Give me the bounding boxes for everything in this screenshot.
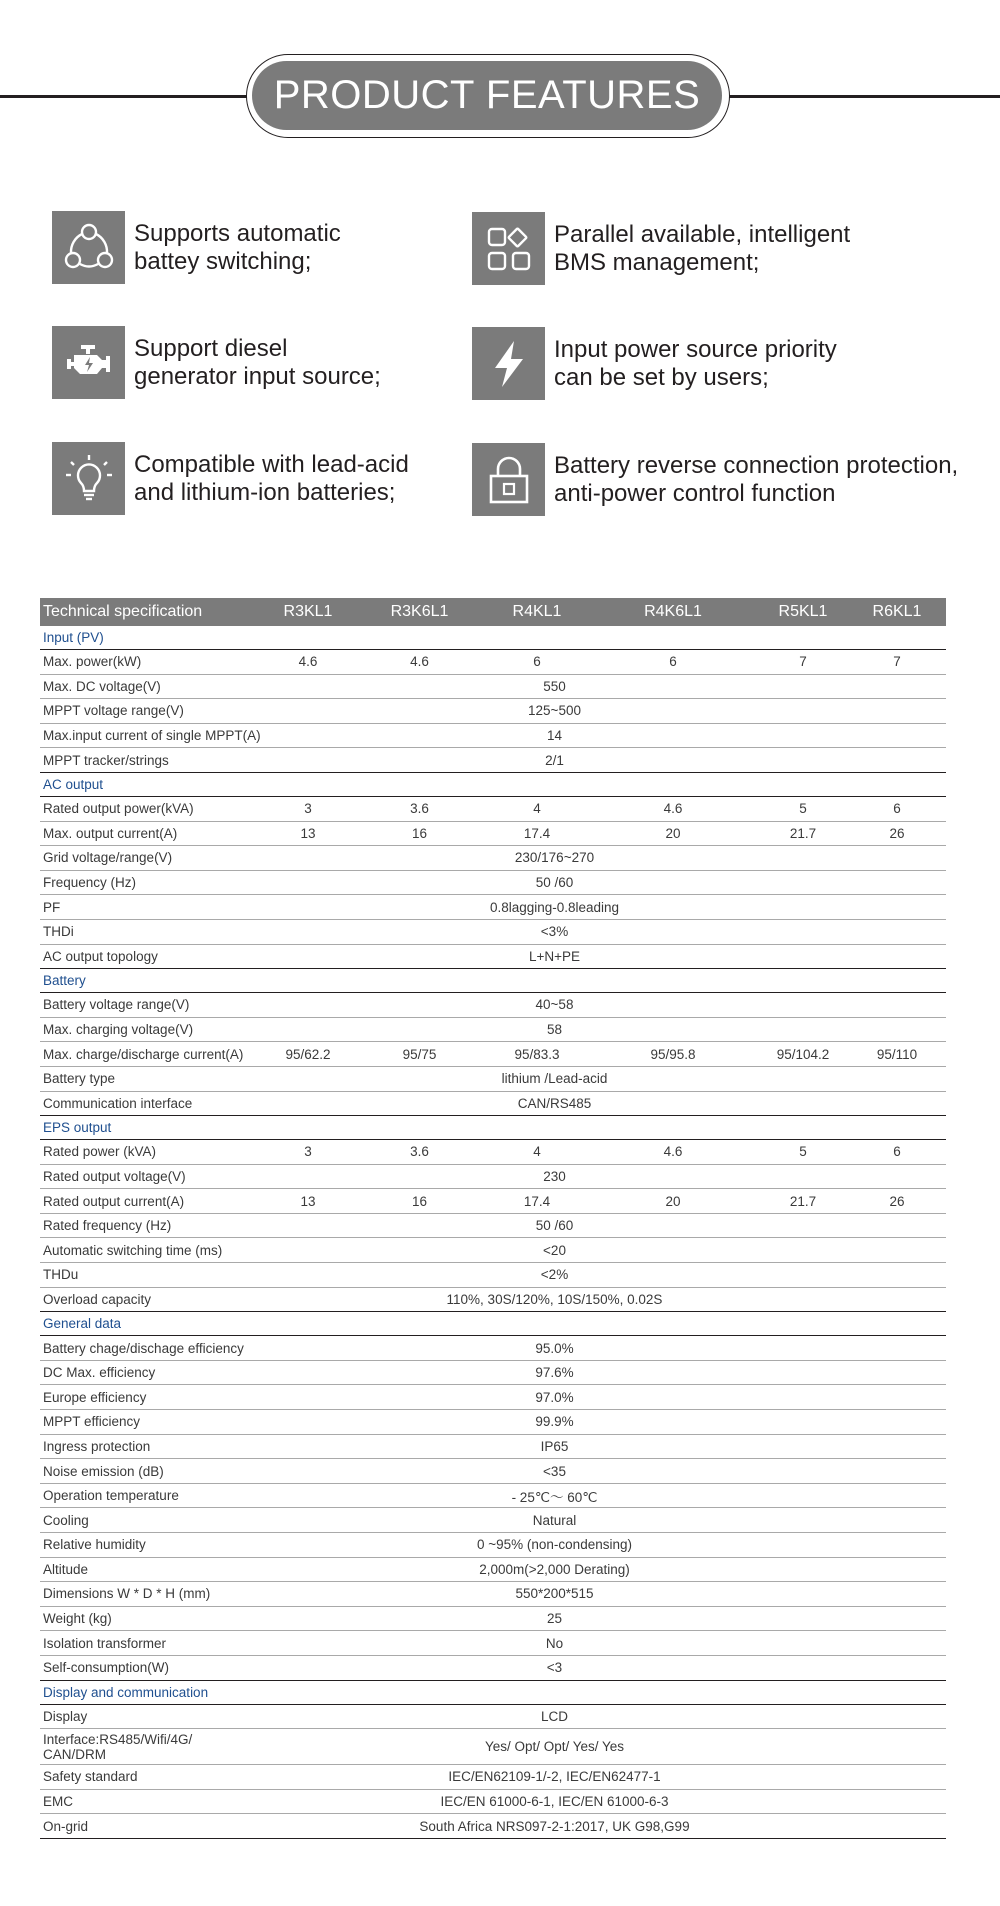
spec-value-merged: 97.0% [535,1389,574,1405]
spec-value-cell: 5 [799,1144,807,1160]
spec-row-label: Communication interface [43,1095,193,1111]
spec-value-cell: 3.6 [410,801,429,817]
spec-row [40,650,946,675]
spec-value-cell: 6 [533,654,541,670]
spec-value-cell: 4.6 [663,1144,683,1160]
spec-value-merged: <3 [546,1660,563,1676]
spec-value-merged: LCD [540,1708,568,1724]
feature-text: Parallel available, intelligent BMS management; [554,220,851,276]
feature-battery-compatibility [52,442,409,515]
spec-row [40,1607,946,1632]
spec-value-cell: 13 [300,825,316,841]
spec-row [40,920,946,945]
spec-row-label: PF [43,899,61,915]
spec-value-merged: No [545,1635,564,1651]
spec-row-label: Rated frequency (Hz) [43,1218,172,1234]
spec-row [40,1729,946,1765]
spec-row [40,797,946,822]
feature-text: Compatible with lead-acid and lithium-ion batteries; [134,450,409,506]
feature-text: Support diesel generator input source; [134,334,381,390]
spec-row [40,1705,946,1730]
spec-value-merged: 110%, 30S/120%, 10S/150%, 0.02S [446,1291,663,1307]
spec-value-merged: - 25℃～ 60℃ [511,1489,598,1505]
spec-row-label: Isolation transformer [43,1635,167,1651]
spec-row-label: Frequency (Hz) [43,875,137,891]
spec-value-merged: 2/1 [545,752,564,768]
spec-row-label: AC output topology [43,948,158,964]
spec-value-merged: 2,000m(>2,000 Derating) [479,1561,630,1577]
spec-row-label: Grid voltage/range(V) [43,850,173,866]
spec-value-merged: 58 [546,1022,563,1038]
spec-value-merged: Yes/ Opt/ Opt/ Yes/ Yes [484,1739,625,1755]
spec-row-label: Rated output voltage(V) [43,1168,186,1184]
spec-value-merged: <35 [543,1463,566,1479]
spec-row-label: Ingress protection [43,1438,151,1454]
spec-row [40,1459,946,1484]
spec-value-merged: <3% [540,924,569,940]
spec-row [40,846,946,871]
spec-row-label: Cooling [43,1512,89,1528]
spec-value-merged: 14 [546,728,563,744]
spec-value-cell: 6 [893,1144,901,1160]
spec-value-merged: CAN/RS485 [517,1095,592,1111]
spec-value-cell: 17.4 [523,1193,551,1209]
spec-value-cell: 6 [893,801,901,817]
spec-row [40,1189,946,1214]
spec-value-cell: 3 [304,801,312,817]
spec-value-merged: Natural [532,1512,577,1528]
spec-section-heading: Input (PV) [40,626,946,650]
spec-value-cell: 3.6 [410,1144,429,1160]
spec-value-cell: 7 [799,654,807,670]
spec-value-cell: 4 [533,1144,541,1160]
spec-row-label: Max. DC voltage(V) [43,678,161,694]
spec-row [40,1631,946,1656]
spec-value-cell: 26 [889,1193,905,1209]
spec-row [40,1018,946,1043]
engine-icon [52,326,125,399]
spec-row-label: Dimensions W * D * H (mm) [43,1586,211,1602]
spec-value-merged: L+N+PE [528,948,581,964]
spec-value-merged: 97.6% [535,1365,574,1381]
spec-value-merged: 99.9% [535,1414,574,1430]
spec-value-cell: 95/104.2 [776,1046,830,1062]
spec-row-label: Interface:RS485/Wifi/4G/ CAN/DRM [43,1731,193,1762]
spec-section-heading: Display and communication [40,1681,946,1705]
spec-row [40,1092,946,1117]
spec-row-label: THDi [43,924,74,940]
spec-row [40,1484,946,1509]
spec-row [40,1067,946,1092]
spec-row-label: Weight (kg) [43,1611,112,1627]
spec-value-merged: 550*200*515 [515,1586,594,1602]
spec-row [40,945,946,970]
spec-row [40,822,946,847]
spec-row-label: Display [43,1708,88,1724]
spec-row-label: Max. charge/discharge current(A) [43,1046,244,1062]
spec-row [40,1410,946,1435]
spec-value-cell: 13 [300,1193,316,1209]
spec-value-cell: 6 [669,654,677,670]
spec-value-merged: 40~58 [535,997,574,1013]
spec-value-merged: 50 /60 [535,875,574,891]
lightning-bolt-icon [472,327,545,400]
spec-value-merged: 95.0% [535,1340,574,1356]
spec-row [40,1558,946,1583]
spec-value-merged: 0 ~95% (non-condensing) [477,1537,632,1553]
model-header: R5KL1 [778,603,828,620]
spec-value-merged: IEC/EN 61000-6-1, IEC/EN 61000-6-3 [440,1794,669,1810]
spec-row-label: Noise emission (dB) [43,1463,164,1479]
spec-value-merged: 0.8lagging-0.8leading [489,899,620,915]
feature-text: Supports automatic battey switching; [134,219,341,275]
modules-grid-icon [472,212,545,285]
spec-value-cell: 21.7 [789,1193,817,1209]
light-bulb-icon [52,442,125,515]
spec-row [40,1214,946,1239]
spec-row [40,1765,946,1790]
spec-row [40,1140,946,1165]
spec-row [40,1263,946,1288]
spec-value-cell: 4 [533,801,541,817]
feature-text: Input power source priority can be set by users; [554,335,837,391]
spec-row-label: DC Max. efficiency [43,1365,156,1381]
spec-row-label: Battery voltage range(V) [43,997,190,1013]
spec-row [40,1385,946,1410]
feature-parallel-bms [472,212,850,285]
spec-value-cell: 95/110 [876,1046,918,1062]
spec-row-label: Max.input current of single MPPT(A) [43,728,261,744]
spec-value-cell: 95/75 [402,1046,437,1062]
spec-value-cell: 20 [665,1193,681,1209]
spec-row [40,1656,946,1681]
spec-row [40,1288,946,1313]
spec-value-merged: 550 [543,678,566,694]
spec-row [40,1336,946,1361]
spec-table-header [40,598,946,626]
spec-value-cell: 26 [889,825,905,841]
spec-row-label: Rated output current(A) [43,1193,185,1209]
spec-section-heading: EPS output [40,1116,946,1140]
spec-value-merged: <20 [543,1242,566,1258]
model-header: R4KL1 [512,603,562,620]
spec-row [40,699,946,724]
spec-value-cell: 95/95.8 [650,1046,696,1062]
spec-value-cell: 95/83.3 [514,1046,560,1062]
spec-row-label: Automatic switching time (ms) [43,1242,223,1258]
spec-row-label: On-grid [43,1818,89,1834]
feature-reverse-protection [472,443,958,516]
spec-row-label: Safety standard [43,1769,138,1785]
spec-row-label: MPPT efficiency [43,1414,141,1430]
spec-value-merged: 50 /60 [535,1218,574,1234]
spec-row-label: Battery type [43,1071,116,1087]
spec-table-body [40,626,946,1839]
spec-section-heading: AC output [40,773,946,797]
spec-row [40,1790,946,1815]
feature-battery-switching [52,211,341,284]
feature-text: Battery reverse connection protection, anti-power control function [554,451,959,507]
spec-title: Technical specification [43,603,203,620]
spec-row [40,1042,946,1067]
spec-row-label: Rated output power(kVA) [43,801,194,817]
model-header: R4K6L1 [644,603,702,620]
spec-row-label: Relative humidity [43,1537,146,1553]
spec-row-label: THDu [43,1267,79,1283]
spec-value-merged: South Africa NRS097-2-1:2017, UK G98,G99 [419,1818,690,1834]
spec-row-label: Max. charging voltage(V) [43,1022,194,1038]
model-header: R3KL1 [283,603,333,620]
page-title: PRODUCT FEATURES [252,61,722,130]
spec-value-merged: IP65 [540,1438,569,1454]
header-rule-left [0,95,248,98]
spec-row [40,1508,946,1533]
model-header: R6KL1 [872,603,922,620]
spec-value-cell: 4.6 [298,654,318,670]
spec-value-cell: 4.6 [663,801,683,817]
spec-row [40,1533,946,1558]
spec-row-label: Self-consumption(W) [43,1660,170,1676]
spec-value-cell: 16 [411,1193,428,1209]
spec-row [40,1582,946,1607]
spec-section-heading: Battery [40,969,946,993]
spec-value-cell: 4.6 [410,654,429,670]
spec-value-cell: 20 [665,825,681,841]
spec-value-cell: 95/62.2 [285,1046,331,1062]
spec-row-label: Max. power(kW) [43,654,142,670]
model-header: R3K6L1 [390,603,449,620]
spec-value-cell: 17.4 [523,825,551,841]
spec-row [40,1361,946,1386]
spec-value-cell: 21.7 [789,825,817,841]
spec-value-merged: IEC/EN62109-1/-2, IEC/EN62477-1 [448,1769,661,1785]
spec-row-label: Max. output current(A) [43,825,178,841]
spec-value-merged: 230 [543,1168,566,1184]
spec-row-label: Operation temperature [43,1488,179,1504]
spec-value-merged: lithium /Lead-acid [501,1071,608,1087]
spec-value-cell: 7 [893,654,901,670]
spec-row-label: Europe efficiency [43,1389,147,1405]
spec-row [40,1238,946,1263]
spec-row-label: MPPT voltage range(V) [43,703,184,719]
spec-value-cell: 16 [411,825,428,841]
spec-row-label: EMC [43,1794,73,1810]
spec-row-label: MPPT tracker/strings [43,752,169,768]
spec-row [40,895,946,920]
spec-value-cell: 5 [799,801,807,817]
spec-value-merged: 230/176~270 [514,850,595,866]
spec-row [40,1814,946,1839]
spec-row [40,675,946,700]
spec-row [40,1165,946,1190]
header-rule-right [728,95,1000,98]
spec-row [40,993,946,1018]
spec-row [40,1435,946,1460]
feature-power-priority [472,327,837,400]
circle-nodes-icon [52,211,125,284]
spec-value-cell: 3 [304,1144,312,1160]
spec-table [40,598,946,1839]
lock-icon [472,443,545,516]
spec-row [40,724,946,749]
spec-row-label: Rated power (kVA) [43,1144,157,1160]
spec-value-merged: <2% [540,1267,569,1283]
spec-row [40,871,946,896]
spec-row-label: Battery chage/dischage efficiency [43,1340,244,1356]
spec-value-merged: 125~500 [528,703,581,719]
spec-section-heading: General data [40,1312,946,1336]
feature-diesel-generator [52,326,381,399]
spec-row-label: Overload capacity [43,1291,152,1307]
spec-row [40,748,946,773]
spec-row-label: Altitude [43,1561,89,1577]
spec-value-merged: 25 [546,1611,563,1627]
